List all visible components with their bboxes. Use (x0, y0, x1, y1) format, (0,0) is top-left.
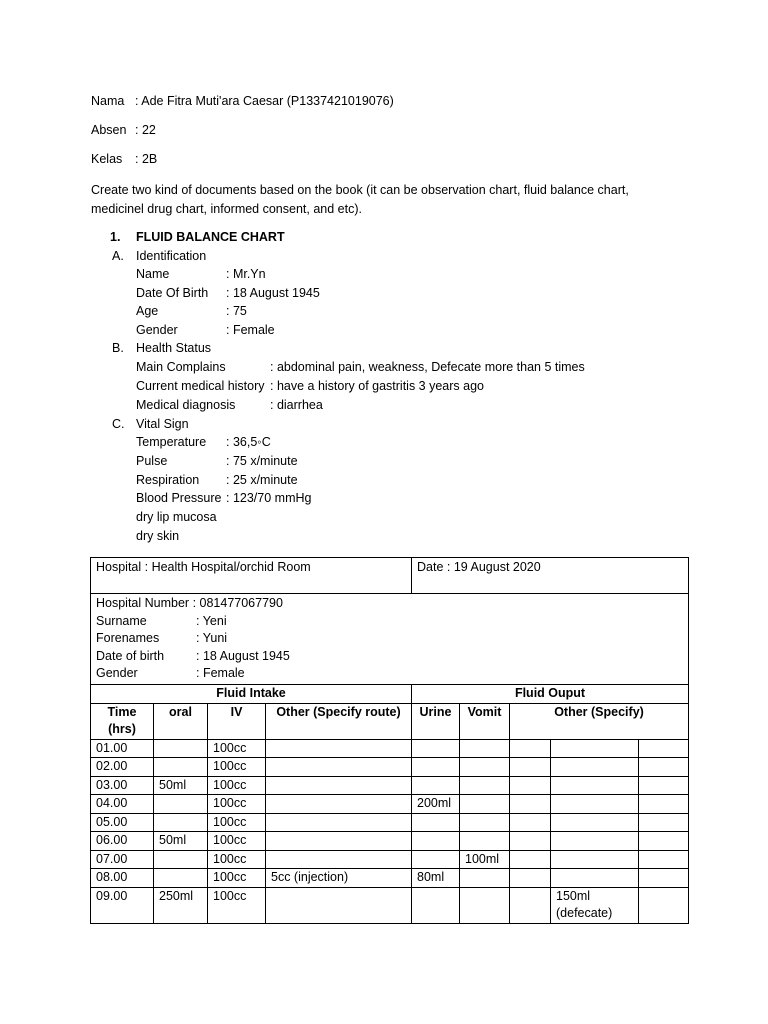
cell-oral (154, 758, 208, 777)
cell-urine (412, 850, 460, 869)
absen-line (91, 123, 156, 137)
cell-time: 04.00 (91, 795, 154, 814)
cell-time: 07.00 (91, 850, 154, 869)
cell-oral: 250ml (154, 887, 208, 923)
cell-vomit (460, 776, 510, 795)
vital-sign-title: Vital Sign (136, 417, 189, 431)
col-vomit: Vomit (460, 703, 510, 739)
name-value: : Ade Fitra Muti'ara Caesar (P1337421019076) (135, 94, 394, 108)
cell-o3 (639, 813, 689, 832)
vs-temperature-key: Temperature (136, 435, 207, 449)
cell-urine (412, 813, 460, 832)
cell-other (266, 832, 412, 851)
vs-pulse-key: Pulse (136, 454, 168, 468)
identification-marker: A. (112, 249, 124, 263)
name-label: Nama (91, 94, 125, 108)
cell-o3 (639, 850, 689, 869)
table-row (91, 869, 689, 888)
cell-iv: 100cc (208, 850, 266, 869)
id-name-key: Name (136, 267, 170, 281)
hs-complains-value: : abdominal pain, weakness, Defecate more than 5 times (270, 360, 585, 374)
hospital-number-value: : 081477067790 (192, 596, 283, 610)
cell-o3 (639, 832, 689, 851)
hs-complains-key: Main Complains (136, 360, 226, 374)
hs-diagnosis-key: Medical diagnosis (136, 398, 236, 412)
cell-iv: 100cc (208, 832, 266, 851)
surname-key: Surname (96, 613, 147, 628)
fluid-intake-header: Fluid Intake (91, 685, 412, 704)
table-row (91, 795, 689, 814)
col-other-specify: Other (Specify) (510, 703, 689, 739)
cell-urine (412, 758, 460, 777)
id-dob-value: : 18 August 1945 (226, 286, 320, 300)
cell-o1 (510, 795, 551, 814)
cell-urine (412, 776, 460, 795)
id-gender-key: Gender (136, 323, 178, 337)
cell-vomit (460, 758, 510, 777)
section-title: FLUID BALANCE CHART (136, 230, 285, 244)
patient-gender-key: Gender (96, 666, 138, 680)
cell-oral (154, 869, 208, 888)
cell-o1 (510, 776, 551, 795)
cell-other (266, 887, 412, 923)
cell-o2 (551, 832, 639, 851)
patient-gender-value: : Female (196, 666, 245, 680)
cell-other: 5cc (injection) (266, 869, 412, 888)
section-header-row (91, 685, 689, 704)
surname-value: : Yeni (196, 613, 227, 628)
cell-iv: 100cc (208, 795, 266, 814)
cell-o1 (510, 758, 551, 777)
id-dob-key: Date Of Birth (136, 286, 209, 300)
forenames-value: : Yuni (196, 631, 228, 645)
cell-o2 (551, 795, 639, 814)
cell-time: 06.00 (91, 832, 154, 851)
cell-time: 01.00 (91, 739, 154, 758)
table-row (91, 850, 689, 869)
cell-vomit (460, 813, 510, 832)
col-time: Time (hrs) (91, 703, 154, 739)
cell-time: 02.00 (91, 758, 154, 777)
cell-other (266, 758, 412, 777)
cell-other (266, 739, 412, 758)
vs-note-lip: dry lip mucosa (136, 510, 217, 524)
cell-vomit (460, 795, 510, 814)
id-gender-value: : Female (226, 323, 275, 337)
patient-cell (91, 594, 689, 685)
cell-o3 (639, 739, 689, 758)
cell-iv: 100cc (208, 813, 266, 832)
column-header-row (91, 703, 689, 739)
cell-other (266, 850, 412, 869)
fluid-output-header: Fluid Ouput (412, 685, 689, 704)
hospital-cell: Hospital : Health Hospital/orchid Room (91, 558, 412, 594)
cell-iv: 100cc (208, 869, 266, 888)
fluid-balance-table (90, 557, 689, 924)
cell-other (266, 795, 412, 814)
vs-respiration-key: Respiration (136, 473, 200, 487)
cell-vomit (460, 832, 510, 851)
kelas-line (91, 152, 157, 166)
cell-vomit (460, 869, 510, 888)
cell-oral: 50ml (154, 832, 208, 851)
name-line (91, 94, 394, 108)
cell-other (266, 776, 412, 795)
cell-other (266, 813, 412, 832)
cell-o1 (510, 739, 551, 758)
cell-iv: 100cc (208, 739, 266, 758)
cell-o1 (510, 850, 551, 869)
vs-bp-key: Blood Pressure (136, 491, 222, 505)
hs-history-value: : have a history of gastritis 3 years ago (270, 379, 484, 393)
col-urine: Urine (412, 703, 460, 739)
cell-o3 (639, 776, 689, 795)
vs-temperature-value: : 36,5◦C (226, 435, 271, 449)
cell-o3 (639, 869, 689, 888)
date-cell: Date : 19 August 2020 (412, 558, 689, 594)
vital-sign-marker: C. (112, 417, 125, 431)
table-row (91, 758, 689, 777)
id-age-key: Age (136, 304, 159, 318)
cell-oral (154, 813, 208, 832)
table-row (91, 832, 689, 851)
cell-iv: 100cc (208, 758, 266, 777)
table-row (91, 739, 689, 758)
patient-dob-value: : 18 August 1945 (196, 648, 290, 663)
col-other-route: Other (Specify route) (266, 703, 412, 739)
patient-dob-key: Date of birth (96, 648, 165, 663)
cell-oral (154, 739, 208, 758)
absen-value: : 22 (135, 123, 156, 137)
health-status-marker: B. (112, 341, 124, 355)
cell-o2: 150ml (defecate) (551, 887, 639, 923)
cell-urine: 80ml (412, 869, 460, 888)
cell-urine (412, 739, 460, 758)
hs-diagnosis-value: : diarrhea (270, 398, 323, 412)
section-number: 1. (110, 230, 121, 244)
cell-vomit (460, 739, 510, 758)
cell-o3 (639, 887, 689, 923)
cell-iv: 100cc (208, 776, 266, 795)
cell-o2 (551, 776, 639, 795)
cell-o1 (510, 887, 551, 923)
cell-o2 (551, 758, 639, 777)
cell-urine (412, 887, 460, 923)
cell-oral (154, 795, 208, 814)
id-age-value: : 75 (226, 304, 247, 318)
absen-label: Absen (91, 123, 127, 137)
cell-o2 (551, 850, 639, 869)
kelas-value: : 2B (135, 152, 158, 166)
id-name-value: : Mr.Yn (226, 267, 266, 281)
cell-o1 (510, 869, 551, 888)
vs-note-skin: dry skin (136, 529, 180, 543)
col-iv: IV (208, 703, 266, 739)
identification-title: Identification (136, 249, 207, 263)
cell-oral: 50ml (154, 776, 208, 795)
cell-o1 (510, 813, 551, 832)
vs-respiration-value: : 25 x/minute (226, 473, 298, 487)
cell-urine: 200ml (412, 795, 460, 814)
cell-o2 (551, 813, 639, 832)
cell-urine (412, 832, 460, 851)
cell-vomit: 100ml (460, 850, 510, 869)
cell-o3 (639, 795, 689, 814)
cell-o3 (639, 758, 689, 777)
cell-o2 (551, 869, 639, 888)
table-row (91, 813, 689, 832)
cell-iv: 100cc (208, 887, 266, 923)
patient-row (91, 594, 689, 685)
table-row (91, 776, 689, 795)
col-oral: oral (154, 703, 208, 739)
cell-o1 (510, 832, 551, 851)
vs-pulse-value: : 75 x/minute (226, 454, 298, 468)
vs-bp-value: : 123/70 mmHg (226, 491, 312, 505)
cell-vomit (460, 887, 510, 923)
hospital-number-key: Hospital Number (96, 596, 190, 610)
table-row (91, 887, 689, 923)
hs-history-key: Current medical history (136, 379, 265, 393)
intro-paragraph: Create two kind of documents based on the book (it can be observation chart, fluid balance chart, medicinel drug chart, informed consent, and etc). (91, 183, 629, 216)
cell-time: 03.00 (91, 776, 154, 795)
forenames-key: Forenames (96, 631, 160, 645)
cell-o2 (551, 739, 639, 758)
health-status-title: Health Status (136, 341, 212, 355)
cell-time: 05.00 (91, 813, 154, 832)
cell-oral (154, 850, 208, 869)
kelas-label: Kelas (91, 152, 123, 166)
cell-time: 08.00 (91, 869, 154, 888)
hospital-row (91, 558, 689, 594)
cell-time: 09.00 (91, 887, 154, 923)
